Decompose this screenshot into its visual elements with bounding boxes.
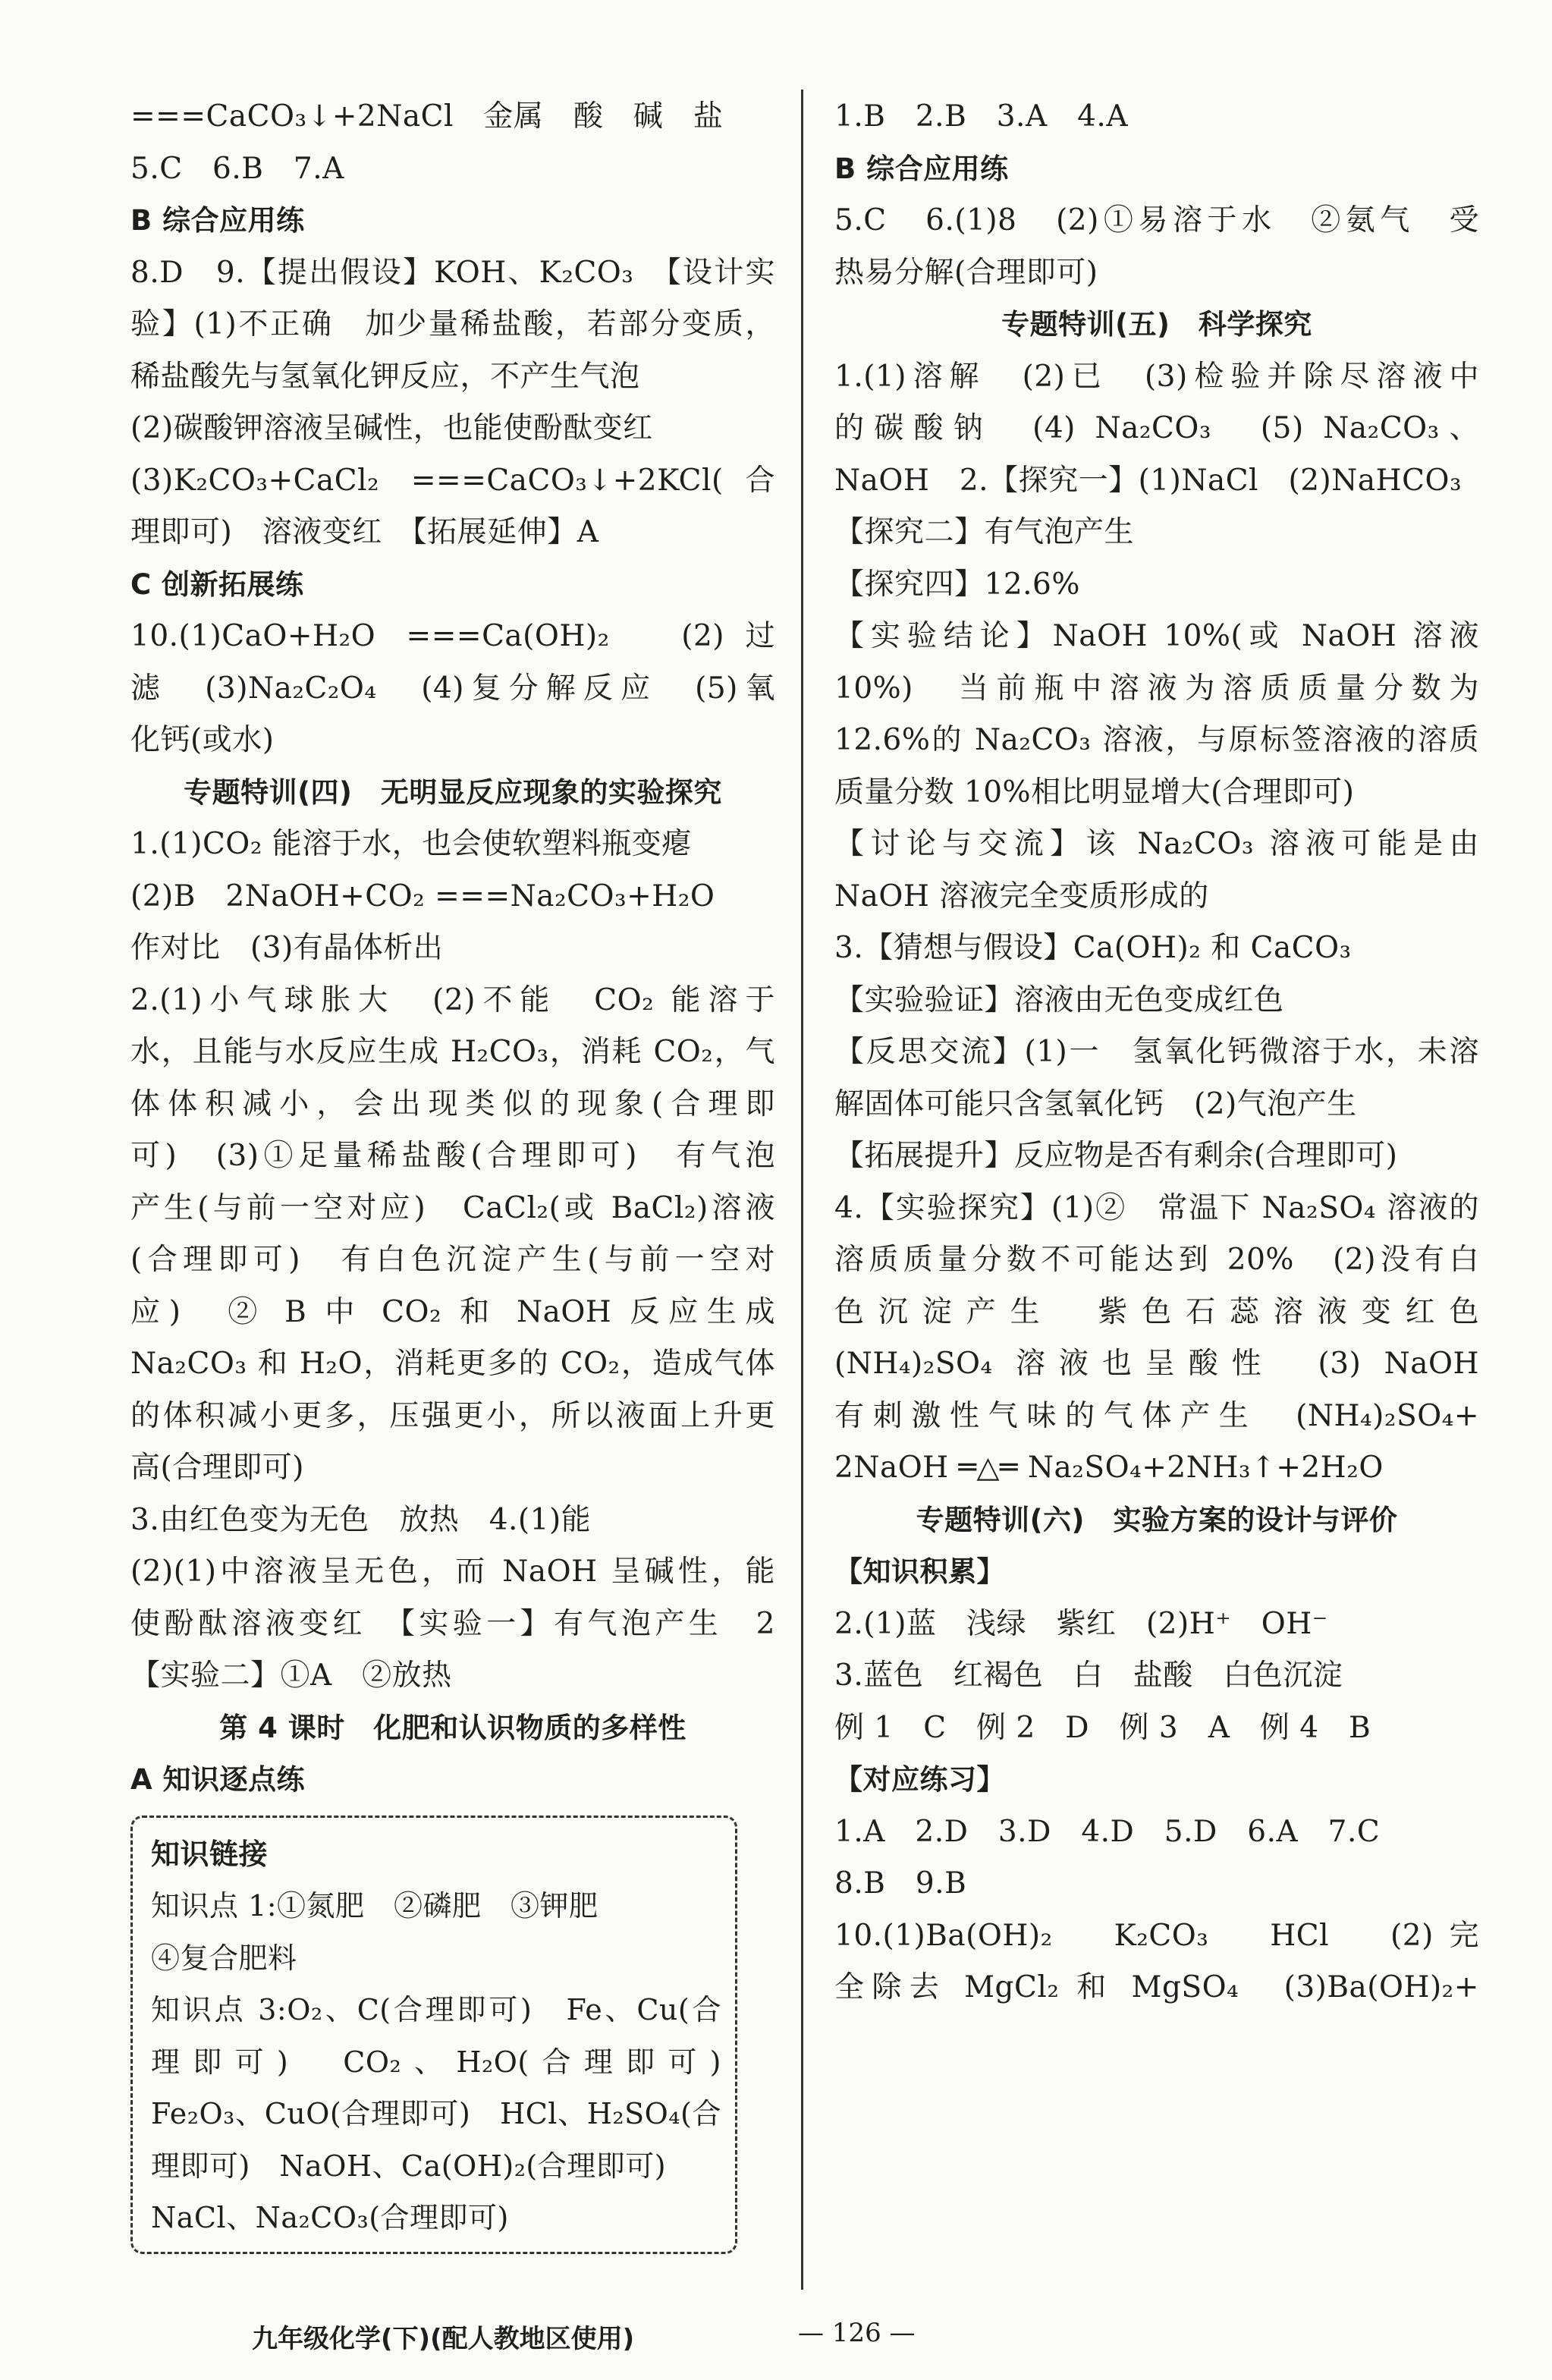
left-line: (2)B 2NaOH+CO₂ ===Na₂CO₃+H₂O bbox=[130, 879, 715, 913]
right-line: 【拓展提升】反应物是否有剩余(合理即可) bbox=[834, 1139, 1398, 1173]
right-heading: B 综合应用练 bbox=[834, 152, 1009, 185]
right-line: 【探究二】有气泡产生 bbox=[834, 515, 1135, 549]
knowledge-line: 理即可) NaOH、Ca(OH)₂(合理即可) bbox=[151, 2149, 667, 2183]
left-line: 的体积减小更多，压强更小，所以液面上升更 bbox=[130, 1398, 775, 1433]
right-line: 1.A 2.D 3.D 4.D 5.D 6.A 7.C bbox=[834, 1814, 1381, 1849]
right-line: 2.(1)蓝 浅绿 紫红 (2)H⁺ OH⁻ bbox=[834, 1606, 1328, 1641]
left-line: 产生(与前一空对应) CaCl₂(或 BaCl₂)溶液 bbox=[130, 1190, 775, 1225]
left-line: (合理即可) 有白色沉淀产生(与前一空对 bbox=[130, 1243, 775, 1277]
right-line: 有刺激性气味的气体产生 (NH₄)₂SO₄+ bbox=[834, 1398, 1479, 1433]
left-line: 10.(1)CaO+H₂O ===Ca(OH)₂ (2)过 bbox=[130, 619, 775, 653]
left-heading: 第 4 课时 化肥和认识物质的多样性 bbox=[219, 1711, 686, 1744]
left-line: 体体积减小，会出现类似的现象(合理即 bbox=[130, 1086, 775, 1121]
knowledge-heading: 知识链接 bbox=[151, 1837, 269, 1871]
right-line: 4.【实验探究】(1)② 常温下 Na₂SO₄ 溶液的 bbox=[834, 1190, 1479, 1225]
left-line: 化钙(或水) bbox=[130, 723, 275, 757]
right-line: 解固体可能只含氢氧化钙 (2)气泡产生 bbox=[834, 1086, 1357, 1121]
right-line: 全除去 MgCl₂ 和 MgSO₄ (3)Ba(OH)₂+ bbox=[834, 1970, 1479, 2004]
right-heading: 【知识积累】 bbox=[834, 1555, 1005, 1588]
right-line: 3.【猜想与假设】Ca(OH)₂ 和 CaCO₃ bbox=[834, 931, 1352, 965]
left-line: 使酚酞溶液变红 【实验一】有气泡产生 2 bbox=[130, 1606, 775, 1641]
left-heading: 专题特训(四) 无明显反应现象的实验探究 bbox=[184, 775, 722, 809]
right-line: 【反思交流】(1)一 氢氧化钙微溶于水，未溶 bbox=[834, 1035, 1479, 1069]
right-line: 热易分解(合理即可) bbox=[834, 255, 1098, 290]
right-line: 【探究四】12.6% bbox=[834, 567, 1080, 602]
right-line: 12.6%的 Na₂CO₃ 溶液，与原标签溶液的溶质 bbox=[834, 723, 1479, 757]
left-line: 【实验二】①A ②放热 bbox=[130, 1658, 452, 1693]
knowledge-line: 理即可) CO₂、H₂O(合理即可) bbox=[151, 2045, 721, 2079]
knowledge-line: ④复合肥料 bbox=[151, 1941, 297, 1975]
left-line: 2.(1)小气球胀大 (2)不能 CO₂ 能溶于 bbox=[130, 982, 775, 1017]
right-line: 8.B 9.B bbox=[834, 1866, 967, 1901]
left-line: 稀盐酸先与氢氧化钾反应，不产生气泡 bbox=[130, 359, 640, 394]
right-line: 例 1 C 例 2 D 例 3 A 例 4 B bbox=[834, 1710, 1371, 1745]
right-line: 10%) 当前瓶中溶液为溶质质量分数为 bbox=[834, 671, 1479, 706]
left-line: 5.C 6.B 7.A bbox=[130, 151, 344, 186]
left-column bbox=[130, 91, 775, 2254]
right-line: 1.B 2.B 3.A 4.A bbox=[834, 99, 1128, 134]
left-line: 验】(1)不正确 加少量稀盐酸，若部分变质， bbox=[130, 307, 775, 341]
left-line: 作对比 (3)有晶体析出 bbox=[130, 931, 444, 965]
knowledge-line: 知识点 1:①氮肥 ②磷肥 ③钾肥 bbox=[151, 1889, 598, 1923]
left-line: 可) (3)①足量稀盐酸(合理即可) 有气泡 bbox=[130, 1139, 775, 1173]
left-line: (2)(1)中溶液呈无色，而 NaOH 呈碱性，能 bbox=[130, 1555, 775, 1589]
left-heading: B 综合应用练 bbox=[130, 204, 305, 237]
right-line: 【实验结论】NaOH 10%(或 NaOH 溶液 bbox=[834, 619, 1479, 653]
knowledge-line: Fe₂O₃、CuO(合理即可) HCl、H₂SO₄(合 bbox=[151, 2097, 721, 2130]
left-line: 滤 (3)Na₂C₂O₄ (4)复分解反应 (5)氧 bbox=[130, 671, 775, 706]
right-line: 3.蓝色 红褐色 白 盐酸 白色沉淀 bbox=[834, 1658, 1343, 1693]
column-divider bbox=[801, 90, 803, 2290]
left-line: ===CaCO₃↓+2NaCl 金属 酸 碱 盐 bbox=[130, 99, 724, 134]
left-heading: A 知识逐点练 bbox=[130, 1763, 306, 1796]
left-line: (3)K₂CO₃+CaCl₂ ===CaCO₃↓+2KCl(合 bbox=[130, 463, 775, 498]
right-line: 2NaOH ═△═ Na₂SO₄+2NH₃↑+2H₂O bbox=[834, 1451, 1384, 1485]
left-line: 水，且能与水反应生成 H₂CO₃，消耗 CO₂，气 bbox=[130, 1035, 775, 1069]
left-line: 1.(1)CO₂ 能溶于水，也会使软塑料瓶变瘪 bbox=[130, 827, 692, 861]
page-number: — 126 — bbox=[798, 2318, 916, 2348]
right-heading: 专题特训(五) 科学探究 bbox=[1001, 308, 1312, 341]
knowledge-line: NaCl、Na₂CO₃(合理即可) bbox=[151, 2201, 509, 2234]
knowledge-link-box bbox=[130, 1816, 737, 2254]
right-column bbox=[834, 91, 1479, 2014]
right-line: 5.C 6.(1)8 (2)①易溶于水 ②氨气 受 bbox=[834, 203, 1479, 237]
left-line: (2)碳酸钾溶液呈碱性，也能使酚酞变红 bbox=[130, 411, 653, 445]
left-line: 8.D 9.【提出假设】KOH、K₂CO₃ 【设计实 bbox=[130, 255, 775, 290]
right-line: 溶质质量分数不可能达到 20% (2)没有白 bbox=[834, 1243, 1479, 1277]
right-line: (NH₄)₂SO₄ 溶液也呈酸性 (3) NaOH bbox=[834, 1347, 1479, 1381]
left-line: 3.由红色变为无色 放热 4.(1)能 bbox=[130, 1502, 592, 1537]
right-line: 10.(1)Ba(OH)₂ K₂CO₃ HCl (2)完 bbox=[834, 1918, 1479, 1953]
right-line: 色沉淀产生 紫色石蕊溶液变红色 bbox=[834, 1294, 1479, 1329]
left-heading: C 创新拓展练 bbox=[130, 567, 304, 601]
footer-label: 九年级化学(下)(配人教地区使用) bbox=[252, 2324, 635, 2354]
right-line: NaOH 溶液完全变质形成的 bbox=[834, 879, 1209, 913]
right-line: 【实验验证】溶液由无色变成红色 bbox=[834, 982, 1284, 1017]
right-heading: 【对应练习】 bbox=[834, 1763, 1005, 1796]
knowledge-line: 知识点 3:O₂、C(合理即可) Fe、Cu(合 bbox=[151, 1993, 721, 2026]
left-line: 高(合理即可) bbox=[130, 1451, 304, 1485]
left-line: Na₂CO₃ 和 H₂O，消耗更多的 CO₂，造成气体 bbox=[130, 1347, 775, 1381]
left-line: 应) ② B 中 CO₂ 和 NaOH 反应生成 bbox=[130, 1294, 775, 1329]
right-line: NaOH 2.【探究一】(1)NaCl (2)NaHCO₃ bbox=[834, 463, 1462, 498]
right-heading: 专题特训(六) 实验方案的设计与评价 bbox=[916, 1503, 1398, 1536]
right-line: 【讨论与交流】该 Na₂CO₃ 溶液可能是由 bbox=[834, 827, 1479, 861]
right-line: 质量分数 10%相比明显增大(合理即可) bbox=[834, 775, 1355, 810]
left-line: 理即可) 溶液变红 【拓展延伸】A bbox=[130, 515, 599, 549]
right-line: 1.(1)溶解 (2)已 (3)检验并除尽溶液中 bbox=[834, 359, 1479, 394]
right-line: 的碳酸钠 (4) Na₂CO₃ (5) Na₂CO₃、 bbox=[834, 411, 1479, 445]
